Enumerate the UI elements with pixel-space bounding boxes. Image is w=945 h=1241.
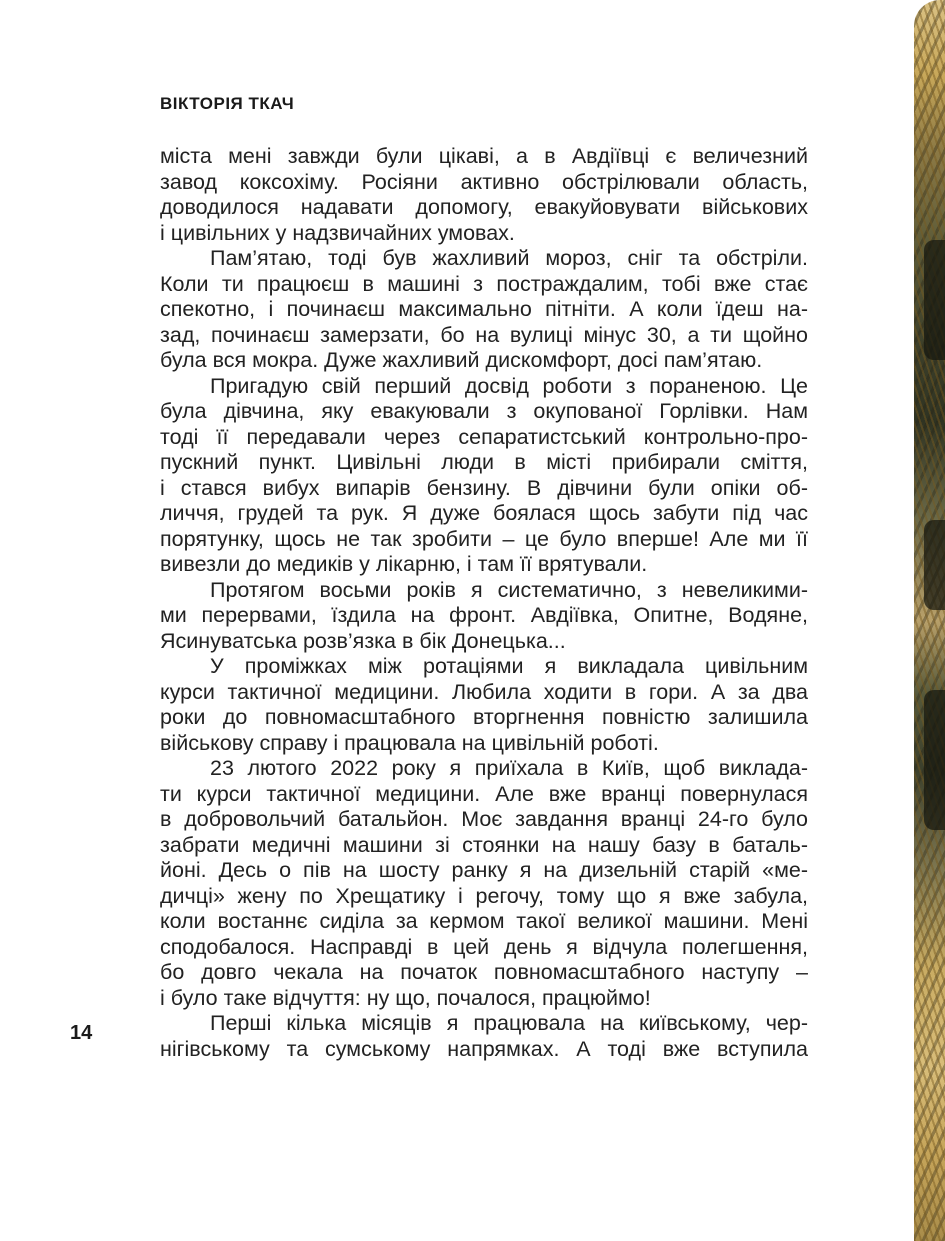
main-text-block — [160, 144, 808, 1062]
text-line: в добровольчий батальйон. Моє завдання вранці 24-го було — [160, 807, 808, 831]
text-line: коли востаннє сиділа за кермом такої великої машини. Мені — [160, 909, 808, 933]
photo-shadow-shape — [924, 690, 945, 830]
text-line: бо довго чекала на початок повномасштабного наступу – — [160, 960, 808, 984]
text-line: порятунку, щось не так зробити – це було вперше! Але ми її — [160, 526, 808, 551]
text-line: Пригадую свій перший досвід роботи з пораненою. Це — [210, 373, 808, 398]
text-line: спекотно, і починаєш максимально пітніти. А коли їдеш на- — [160, 297, 808, 321]
photo-shadow-shape — [924, 240, 945, 360]
text-line: курси тактичної медицини. Любила ходити в гори. А за два — [160, 679, 808, 704]
photo-edge-image — [914, 0, 945, 1241]
text-line: була вся мокра. Дуже жахливий дискомфорт, досі пам’ятаю. — [160, 348, 763, 372]
page-number: 14 — [70, 1022, 93, 1044]
text-line: Ясинуватська розв’язка в бік Донецька... — [160, 628, 566, 653]
running-header-author: ВІКТОРІЯ ТКАЧ — [160, 94, 295, 113]
photo-shadow-shape — [924, 520, 945, 610]
text-line: Коли ти працюєш в машині з постраждалим, тобі вже стає — [160, 271, 808, 296]
text-line: забрати медичні машини зі стоянки на нашу базу в баталь- — [160, 832, 808, 857]
text-line: нігівському та сумському напрямках. А тоді вже вступила — [160, 1036, 808, 1061]
text-line: йоні. Десь о пів на шосту ранку я на дизельній старій «ме- — [160, 858, 808, 882]
text-line: була дівчина, яку евакуювали з окупованої Горлівки. Нам — [160, 399, 808, 423]
text-line: і цивільних у надзвичайних умовах. — [160, 220, 515, 245]
text-line: і стався вибух випарів бензину. В дівчини були опіки об- — [160, 475, 808, 500]
text-line: міста мені завжди були цікаві, а в Авдіївці є величезний — [160, 144, 808, 168]
text-line: доводилося надавати допомогу, евакуйовувати військових — [160, 195, 808, 219]
text-line: завод коксохіму. Росіяни активно обстрілювали область, — [160, 169, 808, 194]
text-line: Пам’ятаю, тоді був жахливий мороз, сніг та обстріли. — [210, 246, 808, 270]
text-line: 23 лютого 2022 року я приїхала в Київ, щоб виклада- — [210, 756, 808, 780]
text-line: вивезли до медиків у лікарню, і там її врятували. — [160, 552, 648, 576]
text-line: зад, починаєш замерзати, бо на вулиці мінус 30, а ти щойно — [160, 322, 808, 347]
text-line: пускний пункт. Цивільні люди в місті прибирали сміття, — [160, 450, 808, 474]
text-line: Протягом восьми років я систематично, з невеликими- — [210, 577, 808, 602]
text-line: У проміжках між ротаціями я викладала цивільним — [210, 654, 808, 678]
text-line: тоді її передавали через сепаратистський контрольно-про- — [160, 424, 808, 449]
text-line: личчя, грудей та рук. Я дуже боялася щось забути під час — [160, 501, 808, 525]
text-line: сподобалося. Насправді в цей день я відчула полегшення, — [160, 934, 808, 959]
text-line: роки до повномасштабного вторгнення повністю залишила — [160, 705, 808, 729]
text-line: ти курси тактичної медицини. Але вже вранці повернулася — [160, 781, 808, 806]
text-line: ми перервами, їздила на фронт. Авдіївка, Опитне, Водяне, — [160, 603, 808, 627]
text-line: і було таке відчуття: ну що, почалося, працюймо! — [160, 985, 651, 1010]
text-line: військову справу і працювала на цивільній роботі. — [160, 730, 659, 755]
text-line: Перші кілька місяців я працювала на київському, чер- — [210, 1011, 808, 1035]
text-line: дичці» жену по Хрещатику і регочу, тому що я вже забула, — [160, 883, 808, 908]
